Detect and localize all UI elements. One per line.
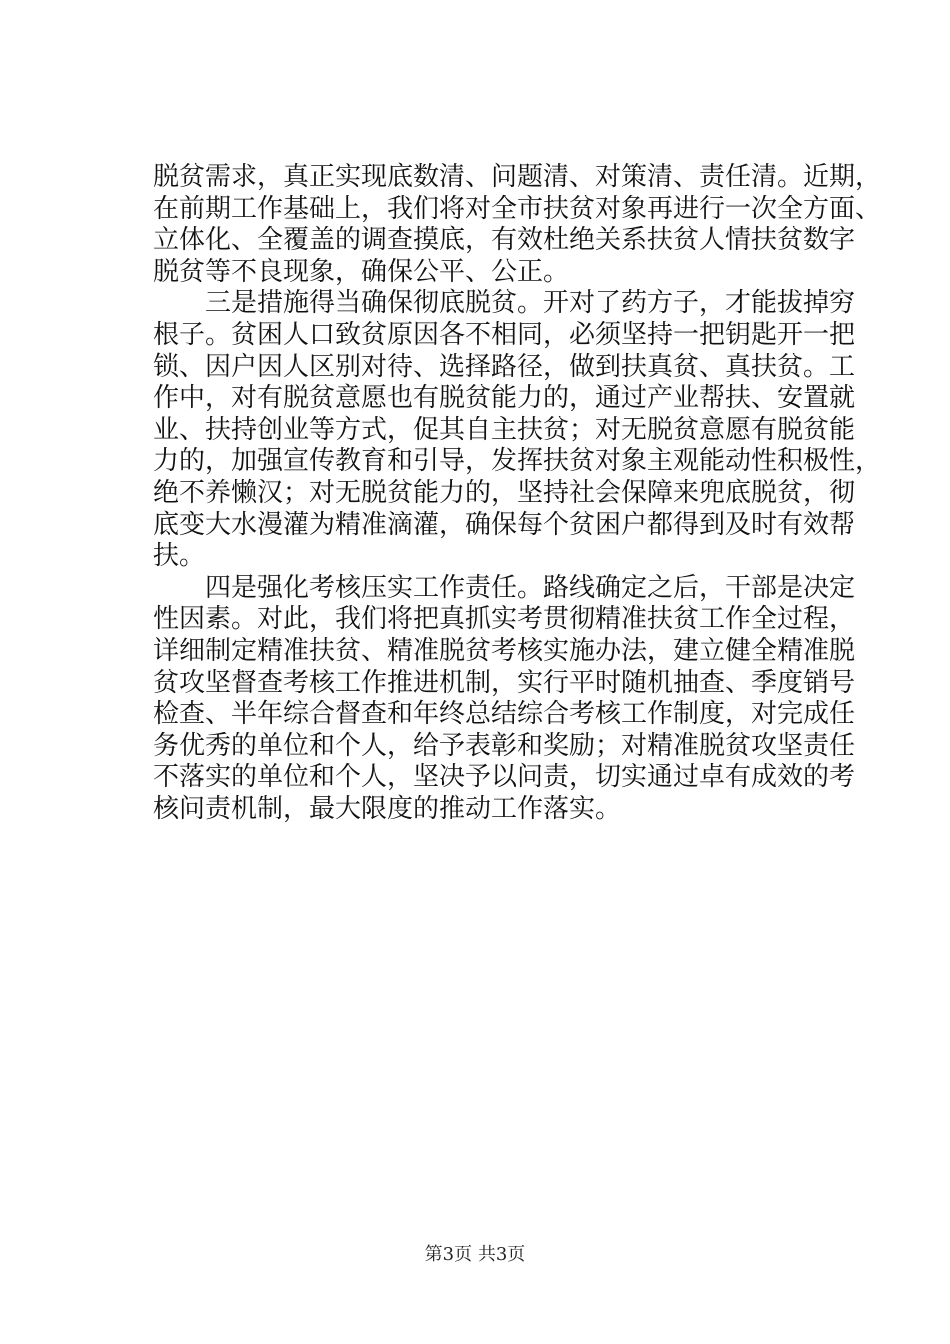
text-line: 底变大水漫灌为精准滴灌，确保每个贫困户都得到及时有效帮 bbox=[153, 509, 856, 540]
text-line: 三是措施得当确保彻底脱贫。开对了药方子，才能拔掉穷 bbox=[153, 288, 856, 319]
text-line: 力的，加强宣传教育和引导，发挥扶贫对象主观能动性积极性， bbox=[153, 446, 882, 477]
text-line: 务优秀的单位和个人，给予表彰和奖励；对精准脱贫攻坚责任 bbox=[153, 730, 856, 761]
text-line: 脱贫需求，真正实现底数清、问题清、对策清、责任清。近期， bbox=[153, 162, 882, 192]
text-line: 根子。贫困人口致贫原因各不相同，必须坚持一把钥匙开一把 bbox=[153, 319, 856, 350]
text-line: 性因素。对此，我们将把真抓实考贯彻精准扶贫工作全过程， bbox=[153, 604, 856, 635]
text-line: 脱贫等不良现象，确保公平、公正。 bbox=[153, 256, 570, 287]
page-number-footer: 第3页 共3页 bbox=[424, 1244, 526, 1265]
text-line: 在前期工作基础上，我们将对全市扶贫对象再进行一次全方面、 bbox=[153, 193, 882, 224]
text-line: 核问责机制，最大限度的推动工作落实。 bbox=[153, 793, 622, 824]
text-line: 绝不养懒汉；对无脱贫能力的，坚持社会保障来兜底脱贫，彻 bbox=[153, 477, 856, 508]
text-line: 作中，对有脱贫意愿也有脱贫能力的，通过产业帮扶、安置就 bbox=[153, 383, 856, 414]
text-line: 扶。 bbox=[153, 541, 206, 572]
text-line: 贫攻坚督查考核工作推进机制，实行平时随机抽查、季度销号 bbox=[153, 667, 856, 698]
text-line: 不落实的单位和个人，坚决予以问责，切实通过卓有成效的考 bbox=[153, 762, 856, 793]
text-line: 业、扶持创业等方式，促其自主扶贫；对无脱贫意愿有脱贫能 bbox=[153, 414, 856, 445]
text-line: 检查、半年综合督查和年终总结综合考核工作制度，对完成任 bbox=[153, 699, 856, 730]
text-line: 详细制定精准扶贫、精准脱贫考核实施办法，建立健全精准脱 bbox=[153, 635, 856, 666]
text-line: 立体化、全覆盖的调查摸底，有效杜绝关系扶贫人情扶贫数字 bbox=[153, 225, 856, 256]
text-line: 四是强化考核压实工作责任。路线确定之后，干部是决定 bbox=[153, 572, 856, 603]
text-line: 锁、因户因人区别对待、选择路径，做到扶真贫、真扶贫。工 bbox=[153, 351, 856, 382]
document-body bbox=[153, 162, 882, 825]
